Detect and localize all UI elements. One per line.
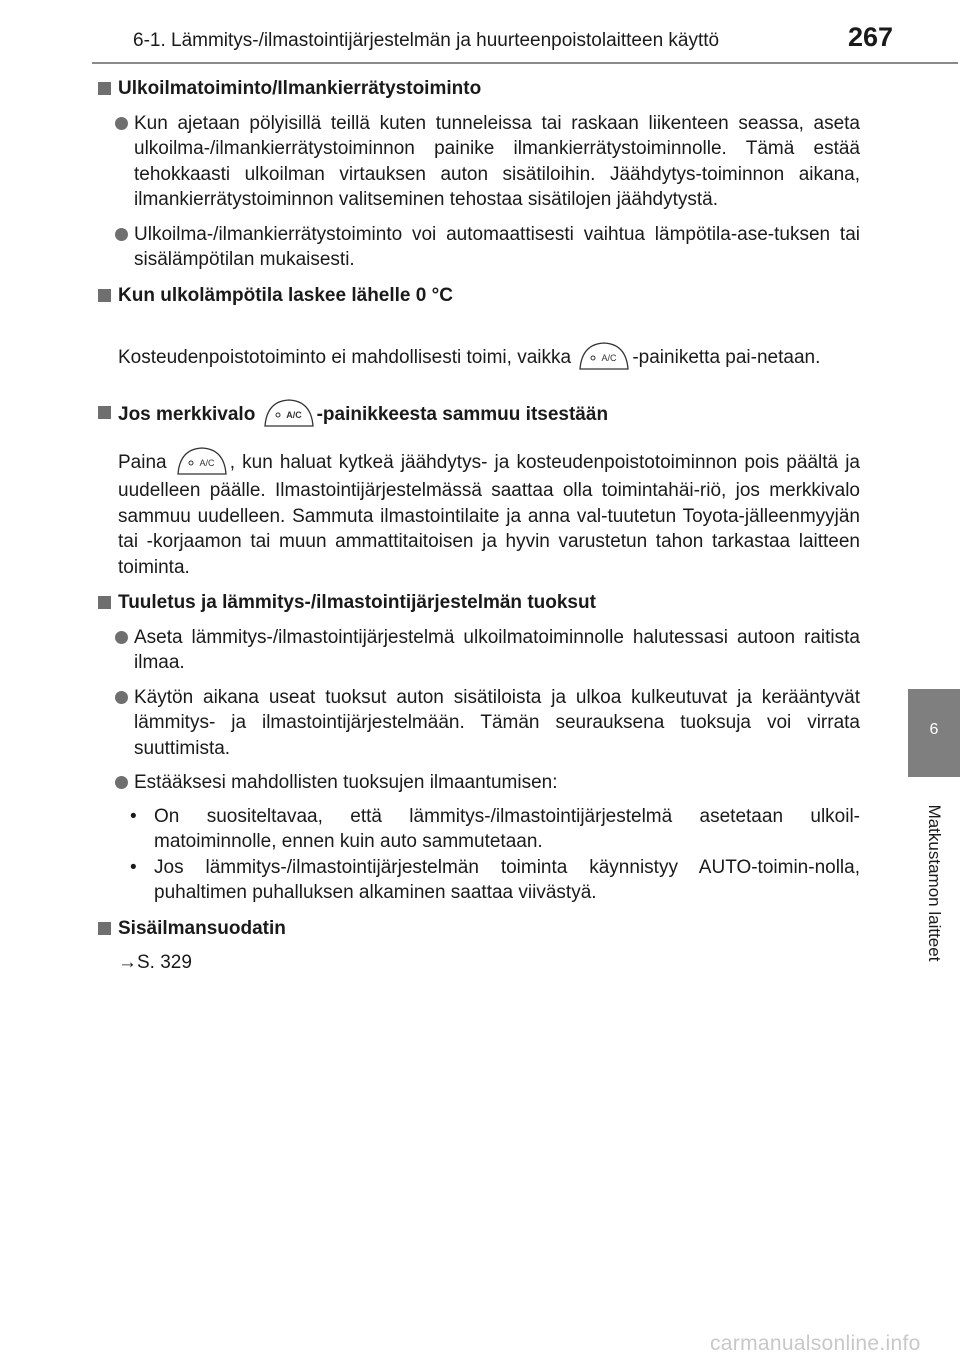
list-item <box>98 625 860 676</box>
circle-bullet-icon <box>115 228 128 241</box>
page-content <box>98 76 860 976</box>
paragraph-text: Kosteudenpoistotoiminto ei mahdollisesti toimi, vaikka <box>118 347 572 368</box>
chapter-tab <box>908 689 960 777</box>
ac-label: A/C <box>601 352 617 363</box>
heading-text: Sisäilmansuodatin <box>118 917 286 939</box>
paragraph-text: Paina <box>118 452 167 474</box>
sub-bullet-text: On suositeltavaa, että lämmitys-/ilmastointijärjestelmä asetetaan ulkoil-matoiminnolle, ennen kuin auto sammutetaan. <box>154 805 860 852</box>
paragraph <box>98 334 860 382</box>
bullet-text: Estääksesi mahdollisten tuoksujen ilmaantumisen: <box>134 772 558 793</box>
bullet-text: Kun ajetaan pölyisillä teillä kuten tunneleissa tai raskaan liikenteen seassa, aseta ulkoilma-/ilmankierrätystoiminnon painike ilmankierrätystoiminnolle. Tämä estää tehokkaasti ulkoilman virtauksen auton sisätiloihin. Jäähdytys-toiminnon aikana, ilmankierrätystoiminnon valitseminen tehostaa sisätilojen jäähdytystä. <box>134 112 860 210</box>
sub-list-item <box>118 804 860 855</box>
page-reference[interactable]: →S. 329 <box>118 952 192 973</box>
circle-bullet-icon <box>115 776 128 789</box>
ac-label: A/C <box>199 458 215 468</box>
sub-list-item <box>118 855 860 906</box>
sub-bullet-text: Jos lämmitys-/ilmastointijärjestelmän toiminta käynnistyy AUTO-toimin-nolla, puhaltimen puhalluksen alkaminen saattaa viivästyä. <box>154 856 860 903</box>
heading-text: Ulkoilmatoiminto/Ilmankierrätystoiminto <box>118 78 482 99</box>
list-item <box>98 685 860 762</box>
heading-text: Jos merkkivalo <box>118 404 256 426</box>
ac-button-icon <box>263 398 315 428</box>
header-divider <box>92 62 958 64</box>
chapter-label: Matkustamon laitteet <box>925 804 944 962</box>
heading-text: -painikkeesta sammuu itsestään <box>316 404 609 426</box>
ac-label: A/C <box>285 410 302 420</box>
section-title: 6-1. Lämmitys-/ilmastointijärjestelmän ja huurteenpoistolaitteen käyttö <box>133 30 720 51</box>
square-bullet-icon <box>98 82 111 95</box>
square-bullet-icon <box>98 596 111 609</box>
heading-text: Tuuletus ja lämmitys-/ilmastointijärjestelmän tuoksut <box>118 592 596 613</box>
section-heading <box>98 400 860 430</box>
section-heading <box>98 590 860 616</box>
paragraph <box>98 448 860 580</box>
circle-bullet-icon <box>115 631 128 644</box>
bullet-text: Ulkoilma-/ilmankierrätystoiminto voi automaattisesti vaihtua lämpötila-ase-tuksen tai sisälämpötilan mukaisesti. <box>134 223 860 270</box>
ac-button-icon <box>176 446 228 476</box>
square-bullet-icon <box>98 289 111 302</box>
bullet-point-icon: • <box>130 805 137 827</box>
list-item <box>98 222 860 273</box>
heading-text: Kun ulkolämpötila laskee lähelle 0 °C <box>118 284 453 306</box>
section-heading <box>98 916 860 942</box>
circle-bullet-icon <box>115 691 128 704</box>
ac-button-icon <box>578 341 630 371</box>
bullet-text: Käytön aikana useat tuoksut auton sisätiloista ja ulkoa kulkeutuvat ja kerääntyvät lämmitys- ja ilmastointijärjestelmään. Tämän seurauksena tuoksuja voi virrata suuttimista. <box>134 686 860 759</box>
square-bullet-icon <box>98 922 111 935</box>
bullet-point-icon: • <box>130 856 137 878</box>
page-number: 267 <box>848 22 894 52</box>
circle-bullet-icon <box>115 117 128 130</box>
list-item <box>98 111 860 213</box>
square-bullet-icon <box>98 406 111 419</box>
paragraph-text: , kun haluat kytkeä jäähdytys- ja kosteudenpoistotoiminnon pois päältä ja uudelleen päälle. Ilmastointijärjestelmässä saattaa olla toimintahäi-riö, jos merkkivalo sammuu uudelleen. Sammuta ilmastointilaite ja anna val-tuutetun Toyota-jälleenmyyjän tai -korjaamon tai muun ammattitaitoisen ja hyvin varustetun tahon tarkastaa laitteen toiminta. <box>118 452 860 578</box>
list-item <box>98 770 860 796</box>
section-heading <box>98 283 860 309</box>
chapter-number: 6 <box>929 721 939 738</box>
paragraph-text: -painiketta pai-netaan. <box>632 347 821 368</box>
watermark: carmanualsonline.info <box>710 1332 921 1355</box>
page-header <box>0 0 960 64</box>
bullet-text: Aseta lämmitys-/ilmastointijärjestelmä ulkoilmatoiminnolle halutessasi autoon raitista ilmaa. <box>134 626 860 673</box>
section-heading <box>98 76 860 102</box>
